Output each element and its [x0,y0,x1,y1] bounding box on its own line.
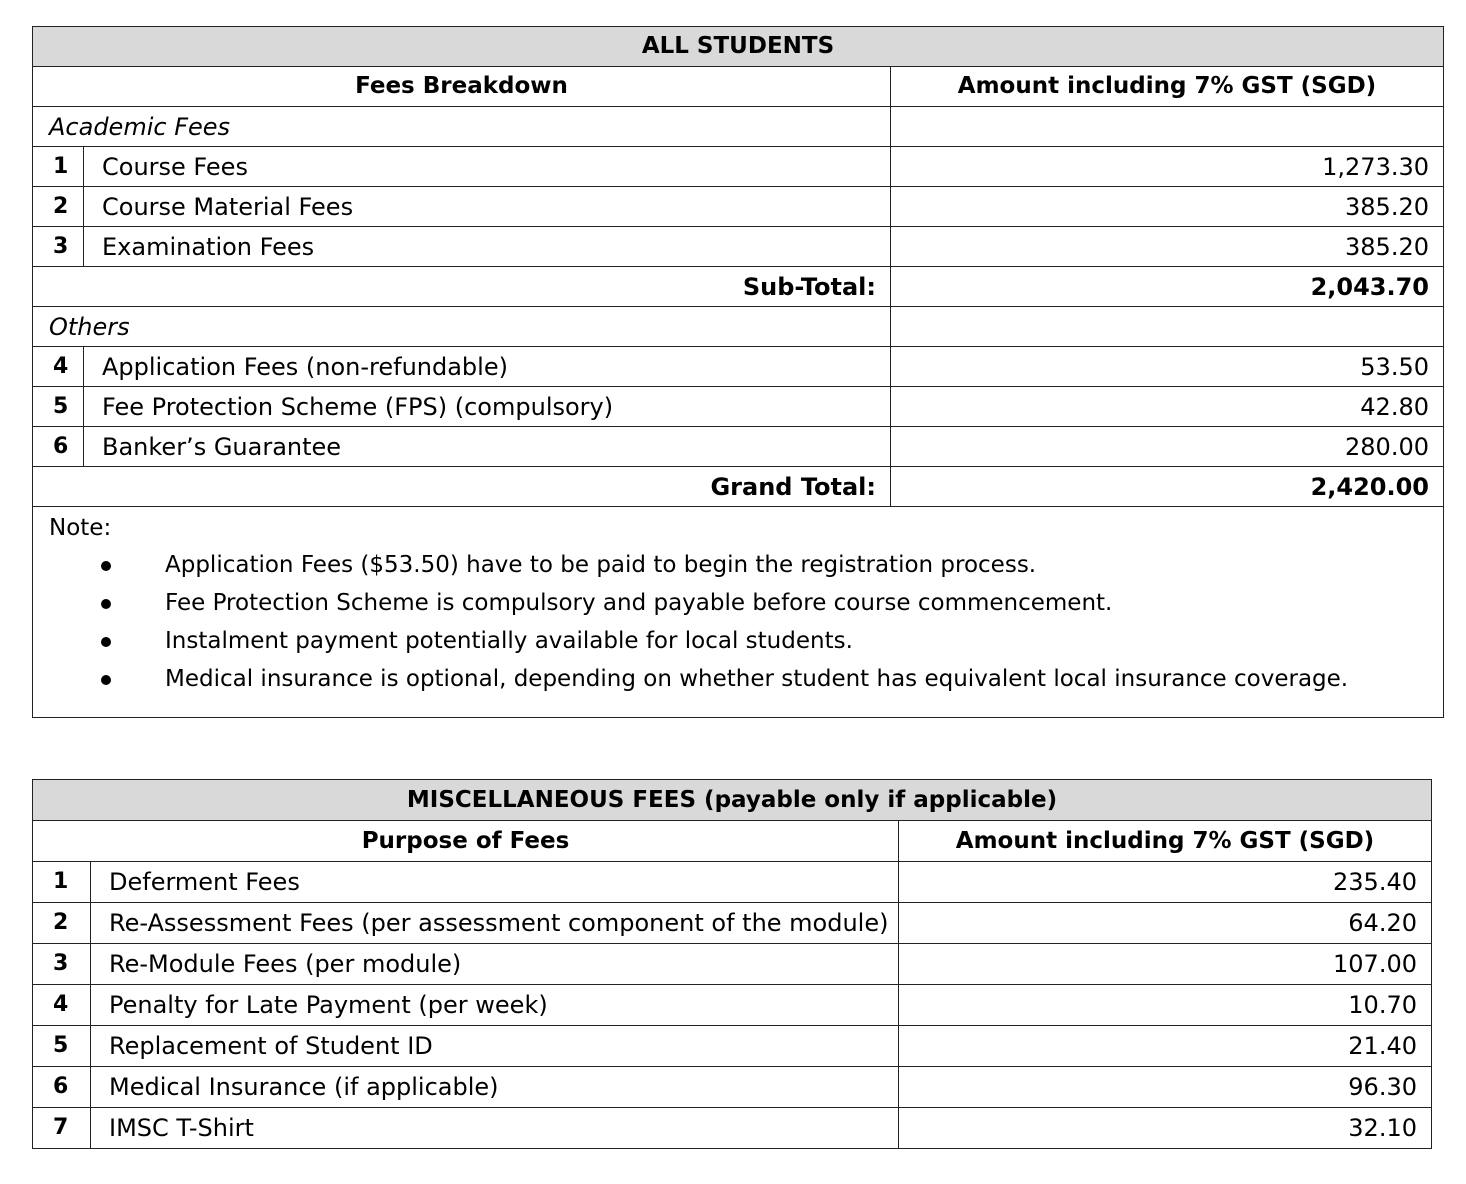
academic-amount-blank [891,107,1444,147]
table-row [33,1026,1432,1067]
table-row [33,387,1444,427]
row-number: 4 [33,347,84,387]
row-description: Replacement of Student ID [91,1026,899,1067]
row-number: 2 [33,903,91,944]
table-row [33,347,1444,387]
table-row [33,944,1432,985]
table-row [33,227,1444,267]
row-description: Course Fees [84,147,891,187]
row-amount: 32.10 [899,1108,1432,1149]
others-amount-blank [891,307,1444,347]
row-amount: 21.40 [899,1026,1432,1067]
row-description: Application Fees (non-refundable) [84,347,891,387]
bullet-icon [101,561,111,571]
table-row [33,1108,1432,1149]
row-number: 1 [33,147,84,187]
row-description: IMSC T-Shirt [91,1108,899,1149]
grandtotal-row [33,467,1444,507]
note-text: Application Fees ($53.50) have to be paid to begin the registration process. [165,552,1037,578]
table-row [33,427,1444,467]
row-description: Re-Module Fees (per module) [91,944,899,985]
amount-header: Amount including 7% GST (SGD) [891,67,1444,107]
note-text: Medical insurance is optional, depending on whether student has equivalent local insurance coverage. [165,666,1349,692]
row-description: Re-Assessment Fees (per assessment component of the module) [91,903,899,944]
note-text: Instalment payment potentially available for local students. [165,628,853,654]
all-students-table [32,26,1444,718]
purpose-header: Purpose of Fees [33,821,899,862]
others-label: Others [33,307,891,347]
note-item [101,668,1427,706]
row-amount: 107.00 [899,944,1432,985]
all-students-title: ALL STUDENTS [33,27,1444,67]
note-list [49,554,1427,706]
misc-column-header-row [33,821,1432,862]
misc-fees-table [32,779,1432,1149]
row-number: 2 [33,187,84,227]
subtotal-label: Sub-Total: [33,267,891,307]
row-number: 6 [33,427,84,467]
row-description: Fee Protection Scheme (FPS) (compulsory) [84,387,891,427]
bullet-icon [101,675,111,685]
others-section-row [33,307,1444,347]
academic-fees-label: Academic Fees [33,107,891,147]
table-row [33,187,1444,227]
row-number: 5 [33,1026,91,1067]
subtotal-value: 2,043.70 [891,267,1444,307]
bullet-icon [101,599,111,609]
row-description: Course Material Fees [84,187,891,227]
bullet-icon [101,637,111,647]
table-row [33,903,1432,944]
fees-breakdown-header: Fees Breakdown [33,67,891,107]
row-number: 7 [33,1108,91,1149]
notes-row [33,507,1444,718]
note-text: Fee Protection Scheme is compulsory and payable before course commencement. [165,590,1113,616]
row-amount: 96.30 [899,1067,1432,1108]
row-amount: 53.50 [891,347,1444,387]
table-row [33,985,1432,1026]
all-students-title-row [33,27,1444,67]
table-row [33,147,1444,187]
note-item [101,592,1427,630]
row-amount: 1,273.30 [891,147,1444,187]
row-description: Penalty for Late Payment (per week) [91,985,899,1026]
row-amount: 235.40 [899,862,1432,903]
row-number: 3 [33,227,84,267]
row-number: 5 [33,387,84,427]
notes-section [33,507,1444,718]
column-header-row [33,67,1444,107]
row-number: 1 [33,862,91,903]
row-amount: 10.70 [899,985,1432,1026]
row-amount: 42.80 [891,387,1444,427]
row-amount: 280.00 [891,427,1444,467]
note-item [101,630,1427,668]
grandtotal-value: 2,420.00 [891,467,1444,507]
row-number: 4 [33,985,91,1026]
subtotal-row [33,267,1444,307]
note-item [101,554,1427,592]
academic-section-row [33,107,1444,147]
table-row [33,1067,1432,1108]
misc-title: MISCELLANEOUS FEES (payable only if applicable) [33,780,1432,821]
row-description: Banker’s Guarantee [84,427,891,467]
row-number: 6 [33,1067,91,1108]
misc-amount-header: Amount including 7% GST (SGD) [899,821,1432,862]
row-amount: 385.20 [891,227,1444,267]
row-amount: 385.20 [891,187,1444,227]
row-amount: 64.20 [899,903,1432,944]
row-description: Examination Fees [84,227,891,267]
row-description: Deferment Fees [91,862,899,903]
misc-title-row [33,780,1432,821]
table-row [33,862,1432,903]
row-number: 3 [33,944,91,985]
row-description: Medical Insurance (if applicable) [91,1067,899,1108]
grandtotal-label: Grand Total: [33,467,891,507]
note-title: Note: [49,515,112,541]
